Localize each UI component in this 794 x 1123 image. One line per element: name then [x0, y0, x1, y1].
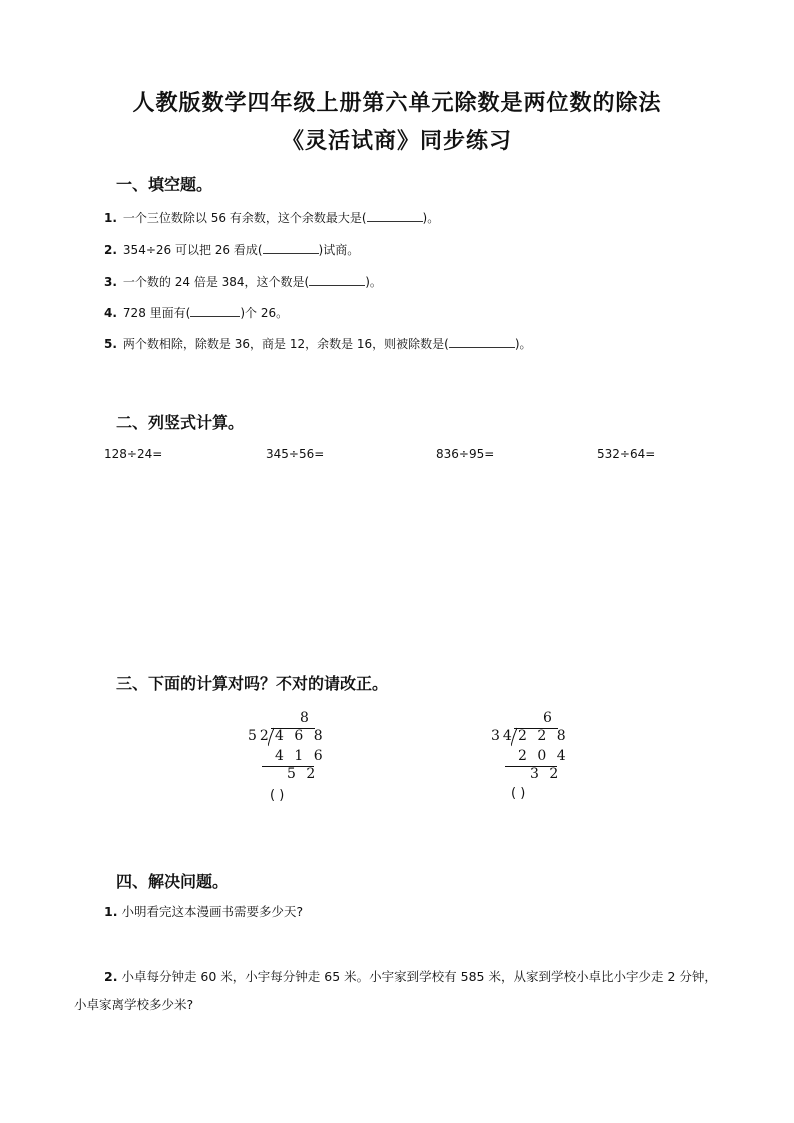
remainder: 3 2	[530, 766, 562, 782]
word-problem-1	[104, 898, 754, 926]
answer-blank[interactable]	[263, 241, 319, 254]
question-text-end: )个 26。	[240, 306, 289, 320]
fill-question-1	[104, 209, 439, 226]
question-text: 728 里面有(	[122, 306, 191, 320]
product: 4 1 6	[275, 748, 326, 764]
fill-question-3	[104, 273, 382, 290]
word-problem-2	[74, 963, 724, 1019]
section-vertical-calc-heading: 二、列竖式计算。	[116, 413, 245, 432]
product: 2 0 4	[518, 748, 569, 764]
answer-blank[interactable]	[309, 273, 365, 286]
section-problem-solving-heading: 四、解决问题。	[116, 872, 229, 891]
answer-blank[interactable]	[367, 209, 423, 222]
dividend: 2 2 8	[518, 728, 569, 744]
calc-problem-2: 345÷56=	[266, 447, 325, 461]
fill-question-5	[104, 335, 532, 352]
problem-text: 小卓每分钟走 60 米，小宇每分钟走 65 米。小宇家到学校有 585 米，从家到学校小卓比小宇少走 2 分钟，小卓家离学校多少米?	[74, 969, 717, 1012]
fill-question-4	[104, 304, 288, 321]
quotient: 6	[543, 710, 555, 726]
question-text-end: )。	[514, 337, 532, 351]
question-number: 4.	[104, 306, 117, 320]
problem-text: 小明看完这本漫画书需要多少天?	[121, 904, 304, 919]
section-check-heading: 三、下面的计算对吗？不对的请改正。	[116, 674, 389, 693]
question-text: 一个三位数除以 56 有余数，这个余数最大是(	[122, 211, 367, 225]
answer-bracket[interactable]: ( )	[270, 788, 285, 803]
divisor: 34	[491, 728, 515, 744]
question-text-end: )试商。	[318, 243, 360, 257]
answer-blank[interactable]	[190, 304, 240, 317]
quotient: 8	[300, 710, 312, 726]
worksheet-subtitle: 《灵活试商》同步练习	[281, 128, 512, 154]
answer-bracket[interactable]: ( )	[511, 786, 526, 801]
section-fill-in-heading: 一、填空题。	[116, 175, 213, 194]
question-number: 2.	[104, 243, 117, 257]
divisor: 52	[248, 728, 272, 744]
calc-problem-4: 532÷64=	[597, 447, 656, 461]
long-division-1	[246, 710, 326, 810]
fill-question-2	[104, 241, 359, 258]
question-text-end: )。	[422, 211, 440, 225]
dividend: 4 6 8	[275, 728, 326, 744]
long-division-2	[489, 710, 569, 810]
question-text: 一个数的 24 倍是 384，这个数是(	[122, 275, 310, 289]
question-number: 5.	[104, 337, 117, 351]
problem-number: 1.	[104, 904, 118, 919]
remainder: 5 2	[287, 766, 319, 782]
calc-problem-1: 128÷24=	[104, 447, 163, 461]
answer-blank[interactable]	[449, 335, 515, 348]
question-text-end: )。	[365, 275, 382, 289]
question-text: 两个数相除，除数是 36，商是 12，余数是 16，则被除数是(	[122, 337, 449, 351]
worksheet-title: 人教版数学四年级上册第六单元除数是两位数的除法	[132, 90, 662, 116]
problem-number: 2.	[104, 969, 118, 984]
question-number: 3.	[104, 275, 117, 289]
calc-problem-3: 836÷95=	[436, 447, 495, 461]
question-number: 1.	[104, 211, 117, 225]
question-text: 354÷26 可以把 26 看成(	[122, 243, 263, 257]
